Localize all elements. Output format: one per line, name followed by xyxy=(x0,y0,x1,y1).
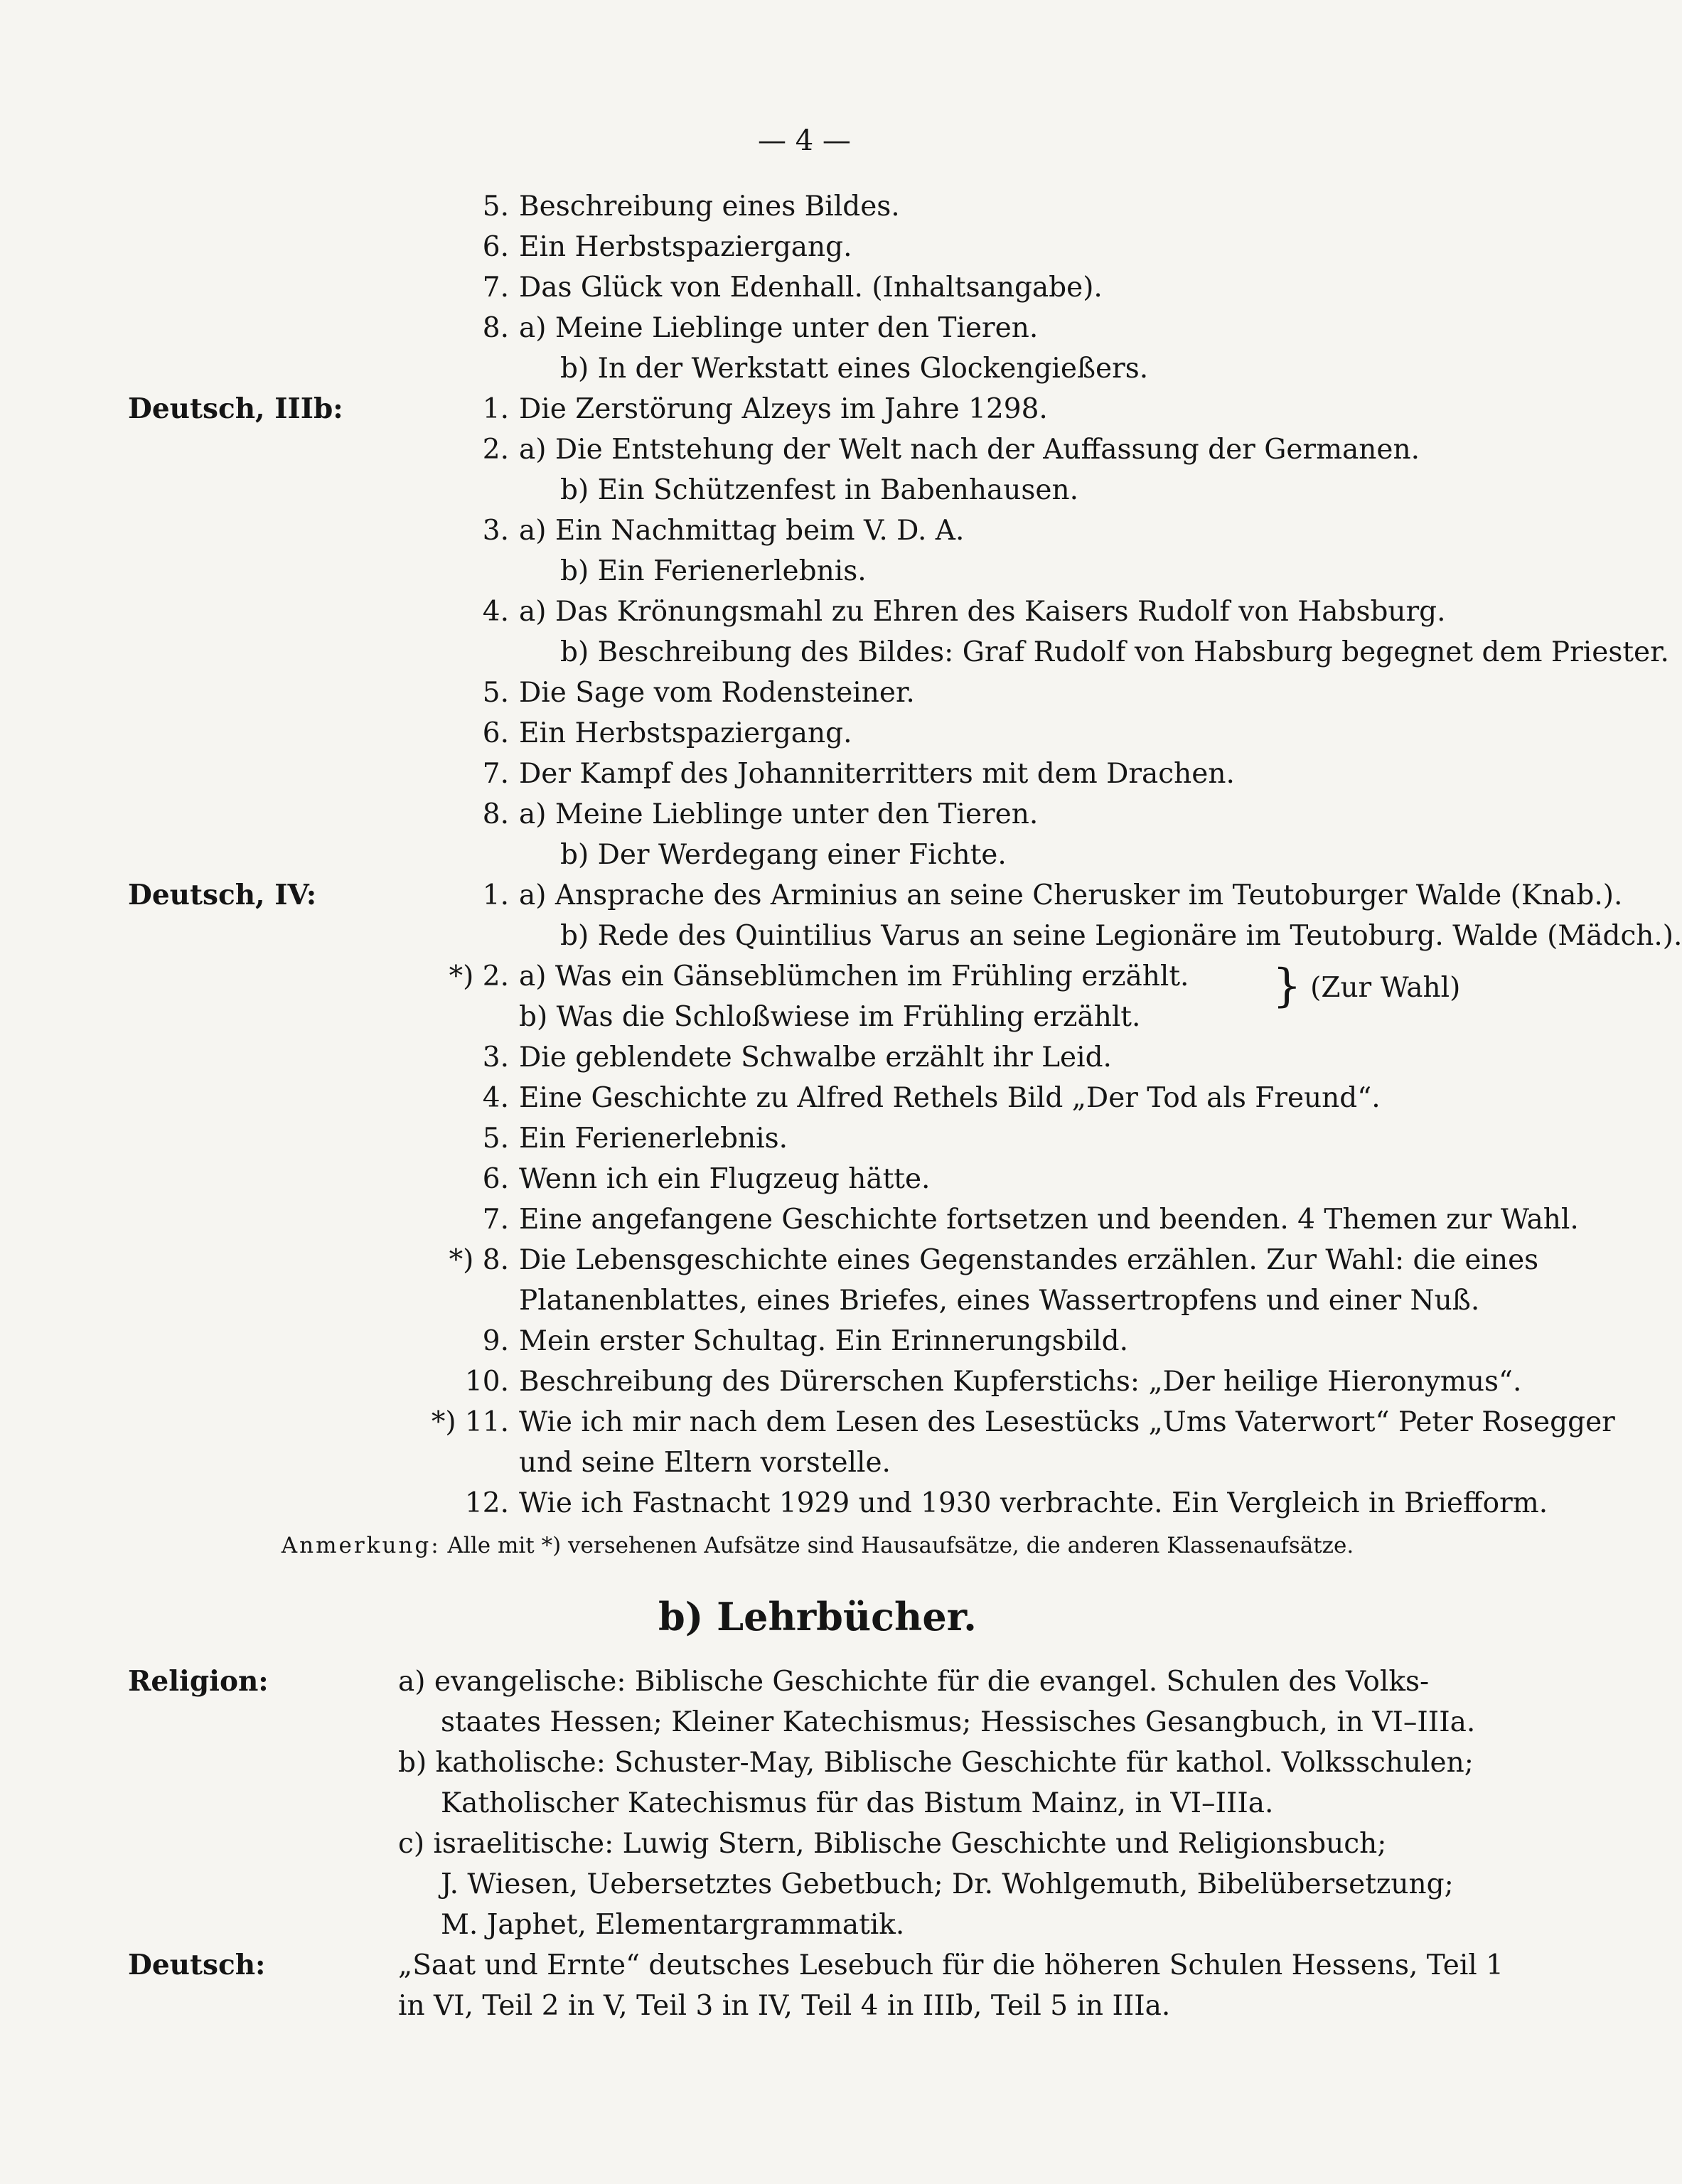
item-text: Eine Geschichte zu Alfred Rethels Bild „Der Tod als Freund“. xyxy=(519,1082,1381,1114)
list-item xyxy=(128,1078,1507,1118)
list-item xyxy=(128,592,1507,632)
item-number: 9. xyxy=(482,1325,509,1357)
list-item xyxy=(128,754,1507,794)
religion-label: Religion: xyxy=(128,1665,269,1698)
religion-text: J. Wiesen, Uebersetztes Gebetbuch; Dr. Wohlgemuth, Bibelübersetzung; xyxy=(441,1868,1454,1900)
item-text: Wie ich mir nach dem Lesen des Lesestücks „Ums Vaterwort“ Peter Rosegger xyxy=(519,1406,1615,1438)
list-item xyxy=(128,1483,1548,1524)
item-text: und seine Eltern vorstelle. xyxy=(519,1447,891,1479)
item-number: 3. xyxy=(482,515,509,547)
list-item xyxy=(128,632,1669,673)
list-item xyxy=(128,713,1507,754)
item-number: 1. xyxy=(482,879,509,911)
deutsch-line xyxy=(128,1986,1507,2026)
item-text: Die Zerstörung Alzeys im Jahre 1298. xyxy=(519,393,1048,425)
list-item xyxy=(128,470,1507,510)
list-item xyxy=(128,1361,1522,1402)
religion-line xyxy=(128,1783,1507,1824)
item-number: *) 2. xyxy=(449,960,509,992)
item-text: Das Glück von Edenhall. (Inhaltsangabe). xyxy=(519,272,1103,304)
item-text: a) Die Entstehung der Welt nach der Auffassung der Germanen. xyxy=(519,434,1420,466)
item-text: Ein Herbstspaziergang. xyxy=(519,717,852,749)
list-item xyxy=(128,673,1507,713)
essay-list-a xyxy=(128,186,1682,956)
religion-line xyxy=(128,1905,1507,1945)
item-text: b) Rede des Quintilius Varus an seine Legionäre im Teutoburg. Walde (Mädch.). xyxy=(560,920,1682,952)
item-number: *) 11. xyxy=(431,1406,509,1438)
item-text: a) Meine Lieblinge unter den Tieren. xyxy=(519,312,1039,344)
list-item xyxy=(128,1402,1615,1442)
anmerkung xyxy=(128,1528,1507,1563)
item-number: 8. xyxy=(482,312,509,344)
religion-text: c) israelitische: Luwig Stern, Biblische Geschichte und Religionsbuch; xyxy=(398,1828,1387,1860)
page-number: — 4 — xyxy=(758,124,851,157)
item-number: 4. xyxy=(482,596,509,628)
item-number: 8. xyxy=(482,798,509,830)
item-text: a) Ansprache des Arminius an seine Cherusker im Teutoburger Walde (Knab.). xyxy=(519,879,1623,911)
list-item xyxy=(128,429,1507,470)
list-item xyxy=(128,389,1507,429)
item-number: 5. xyxy=(482,677,509,709)
deutsch-text: in VI, Teil 2 in V, Teil 3 in IV, Teil 4 in IIIb, Teil 5 in IIIa. xyxy=(398,1990,1171,2022)
item-number: 3. xyxy=(482,1042,509,1074)
religion-section xyxy=(128,1661,1507,1945)
item-text: a) Ein Nachmittag beim V. D. A. xyxy=(519,515,965,547)
section-label: Deutsch, IIIb: xyxy=(128,392,343,425)
religion-line xyxy=(128,1824,1507,1864)
religion-text: b) katholische: Schuster-May, Biblische Geschichte für kathol. Volksschulen; xyxy=(398,1747,1474,1779)
list-item xyxy=(128,1442,1507,1483)
item-number: 5. xyxy=(482,191,509,223)
list-item xyxy=(128,227,1507,267)
item-number: 12. xyxy=(464,1487,509,1519)
item-text: Ein Herbstspaziergang. xyxy=(519,231,852,263)
brace-icon: } xyxy=(1273,960,1302,1012)
deutsch-label: Deutsch: xyxy=(128,1949,266,1981)
item-number: 10. xyxy=(464,1366,509,1398)
list-item xyxy=(128,510,1507,551)
list-item xyxy=(128,348,1507,389)
religion-text: Katholischer Katechismus für das Bistum Mainz, in VI–IIIa. xyxy=(441,1787,1274,1819)
religion-line xyxy=(128,1661,1507,1702)
list-item xyxy=(128,1037,1507,1078)
deutsch-text: „Saat und Ernte“ deutsches Lesebuch für die höheren Schulen Hessens, Teil 1 xyxy=(398,1949,1504,1981)
item-number: 6. xyxy=(482,1163,509,1195)
item-text: b) Was die Schloßwiese im Frühling erzählt. xyxy=(519,1001,1141,1033)
item-number: 7. xyxy=(482,1204,509,1236)
deutsch-section xyxy=(128,1945,1507,2026)
list-item xyxy=(128,835,1507,875)
item-text: Mein erster Schultag. Ein Erinnerungsbild. xyxy=(519,1325,1128,1357)
item-number: 7. xyxy=(482,272,509,304)
religion-line xyxy=(128,1702,1507,1743)
item-text: a) Meine Lieblinge unter den Tieren. xyxy=(519,798,1039,830)
item-number: 6. xyxy=(482,231,509,263)
item-text: b) In der Werkstatt eines Glockengießers. xyxy=(560,353,1149,385)
list-item xyxy=(128,267,1507,308)
item-text: Die geblendete Schwalbe erzählt ihr Leid. xyxy=(519,1042,1112,1074)
item-number: 7. xyxy=(482,758,509,790)
item-text: Eine angefangene Geschichte fortsetzen und beenden. 4 Themen zur Wahl. xyxy=(519,1204,1579,1236)
item-text: Ein Ferienerlebnis. xyxy=(519,1123,788,1155)
item-text: Die Sage vom Rodensteiner. xyxy=(519,677,915,709)
list-item xyxy=(128,1280,1507,1321)
religion-text: M. Japhet, Elementargrammatik. xyxy=(441,1909,905,1941)
item-text: Wie ich Fastnacht 1929 und 1930 verbrachte. Ein Vergleich in Briefform. xyxy=(519,1487,1548,1519)
religion-text: a) evangelische: Biblische Geschichte für die evangel. Schulen des Volks- xyxy=(398,1666,1430,1698)
item-text: Beschreibung eines Bildes. xyxy=(519,191,900,223)
content xyxy=(128,186,1682,2026)
zur-wahl-note: } (Zur Wahl) xyxy=(1273,960,1461,1012)
item-text: b) Ein Schützenfest in Babenhausen. xyxy=(560,474,1079,506)
essay-list-b xyxy=(128,1037,1615,1524)
section-heading: b) Lehrbücher. xyxy=(658,1594,977,1639)
anmerkung-label: Anmerkung: xyxy=(281,1533,441,1558)
item-text: b) Beschreibung des Bildes: Graf Rudolf von Habsburg begegnet dem Priester. xyxy=(560,636,1669,668)
religion-line xyxy=(128,1743,1507,1783)
wahl-block xyxy=(128,956,1507,1037)
list-item xyxy=(128,1199,1579,1240)
item-text: a) Das Krönungsmahl zu Ehren des Kaisers Rudolf von Habsburg. xyxy=(519,596,1446,628)
list-item xyxy=(128,1240,1539,1280)
item-number: 4. xyxy=(482,1082,509,1114)
list-item xyxy=(128,875,1623,916)
item-text: Beschreibung des Dürerschen Kupferstichs: „Der heilige Hieronymus“. xyxy=(519,1366,1522,1398)
section-label: Deutsch, IV: xyxy=(128,879,317,911)
list-item xyxy=(128,186,1507,227)
item-text: a) Was ein Gänseblümchen im Frühling erzählt. xyxy=(519,960,1189,992)
item-number: 1. xyxy=(482,393,509,425)
item-text: Wenn ich ein Flugzeug hätte. xyxy=(519,1163,931,1195)
item-number: *) 8. xyxy=(449,1244,509,1276)
religion-line xyxy=(128,1864,1507,1905)
list-item xyxy=(128,794,1507,835)
item-number: 2. xyxy=(482,434,509,466)
item-number: 5. xyxy=(482,1123,509,1155)
item-text: Die Lebensgeschichte eines Gegenstandes erzählen. Zur Wahl: die eines xyxy=(519,1244,1539,1276)
anmerkung-text: Alle mit *) versehenen Aufsätze sind Hausaufsätze, die anderen Klassenaufsätze. xyxy=(447,1533,1354,1558)
list-item xyxy=(128,1321,1507,1361)
list-item xyxy=(128,551,1507,592)
religion-text: staates Hessen; Kleiner Katechismus; Hessisches Gesangbuch, in VI–IIIa. xyxy=(441,1706,1476,1738)
item-text: b) Ein Ferienerlebnis. xyxy=(560,555,867,587)
item-number: 6. xyxy=(482,717,509,749)
list-item xyxy=(128,308,1507,348)
list-item xyxy=(128,916,1682,956)
item-text: Der Kampf des Johanniterritters mit dem Drachen. xyxy=(519,758,1235,790)
item-text: Platanenblattes, eines Briefes, eines Wassertropfens und einer Nuß. xyxy=(519,1285,1480,1317)
item-text: b) Der Werdegang einer Fichte. xyxy=(560,839,1007,871)
list-item xyxy=(128,1118,1507,1159)
list-item xyxy=(128,1159,1507,1199)
deutsch-line xyxy=(128,1945,1507,1986)
